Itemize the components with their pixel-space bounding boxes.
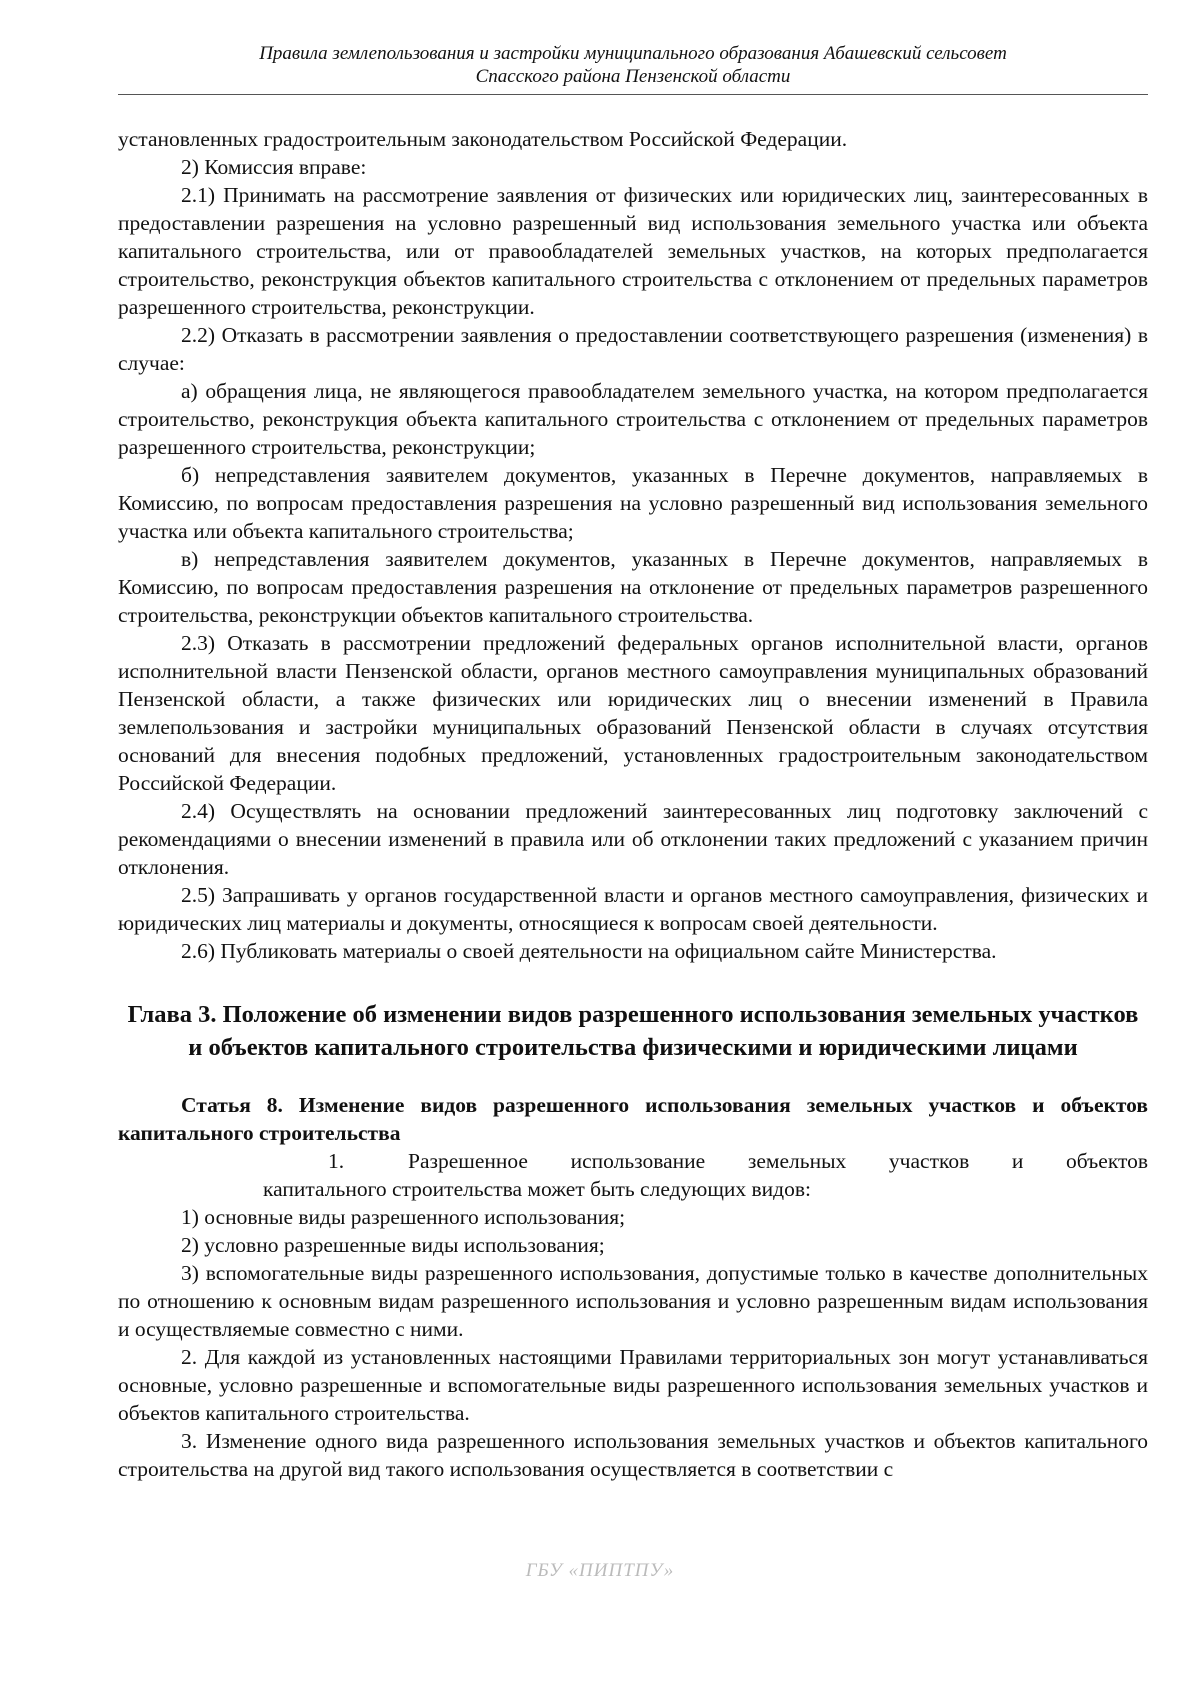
paragraph: 2. Для каждой из установленных настоящими Правилами территориальных зон могут устанавливаться основные, условно разрешенные и вспомогательные виды разрешенного использования земельных участков и объектов капитального строительства. bbox=[118, 1345, 1148, 1425]
paragraph: 3. Изменение одного вида разрешенного использования земельных участков и объектов капитального строительства на другой вид такого использования осуществляется в соответствии с bbox=[118, 1429, 1148, 1481]
header-line-1: Правила землепользования и застройки муниципального образования Абашевский сельсовет bbox=[259, 43, 1007, 64]
paragraph: 2) условно разрешенные виды использования; bbox=[181, 1233, 605, 1257]
item-text-line-2: капитального строительства может быть следующих видов: bbox=[263, 1177, 811, 1201]
header-line-2: Спасского района Пензенской области bbox=[475, 66, 791, 87]
article-title: Статья 8. Изменение видов разрешенного использования земельных участков и объектов капитального строительства bbox=[118, 1093, 1148, 1145]
item-number: 1. bbox=[328, 1149, 345, 1173]
paragraph: 1) основные виды разрешенного использования; bbox=[181, 1205, 626, 1229]
paragraph: а) обращения лица, не являющегося правообладателем земельного участка, на котором предполагается строительство, реконструкция объекта капитального строительства с отклонением от предельных параметров разрешенного строительства, реконструкции; bbox=[118, 379, 1148, 459]
running-header bbox=[118, 42, 1148, 95]
paragraph: 2.2) Отказать в рассмотрении заявления о предоставлении соответствующего разрешения (изменения) в случае: bbox=[118, 323, 1148, 375]
paragraph: 2.5) Запрашивать у органов государственной власти и органов местного самоуправления, физических и юридических лиц материалы и документы, относящиеся к вопросам своей деятельности. bbox=[118, 883, 1148, 935]
paragraph: б) непредставления заявителем документов, указанных в Перечне документов, направляемых в Комиссию, по вопросам предоставления разрешения на условно разрешенный вид использования земельного участка или объекта капитального строительства; bbox=[118, 463, 1148, 543]
paragraph: 2.4) Осуществлять на основании предложений заинтересованных лиц подготовку заключений с рекомендациями о внесении изменений в правила или об отклонении таких предложений с указанием причин отклонения. bbox=[118, 799, 1148, 879]
paragraph: 3) вспомогательные виды разрешенного использования, допустимые только в качестве дополнительных по отношению к основным видам разрешенного использования и условно разрешенным видам использования и осуществляемые совместно с ними. bbox=[118, 1261, 1148, 1341]
paragraph: установленных градостроительным законодательством Российской Федерации. bbox=[118, 127, 848, 151]
item-text-line-1: Разрешенное использование земельных участков и объектов bbox=[408, 1149, 1148, 1173]
footer-watermark: ГБУ «ПИПТПУ» bbox=[525, 1560, 675, 1581]
paragraph: 2) Комиссия вправе: bbox=[181, 155, 367, 179]
paragraph: 2.3) Отказать в рассмотрении предложений федеральных органов исполнительной власти, органов исполнительной власти Пензенской области, органов местного самоуправления муниципальных образований Пензенской области, а также физических или юридических лиц о внесении изменений в Правила землепользования и застройки муниципальных образований Пензенской области в случаях отсутствия оснований для внесения подобных предложений, установленных градостроительным законодательством Российской Федерации. bbox=[118, 631, 1148, 795]
chapter-title: Глава 3. Положение об изменении видов разрешенного использования земельных участков и объектов капитального строительства физическими и юридическими лицами bbox=[127, 1001, 1139, 1061]
document-body bbox=[118, 125, 1148, 1483]
paragraph: 2.6) Публиковать материалы о своей деятельности на официальном сайте Министерства. bbox=[181, 939, 997, 963]
paragraph: в) непредставления заявителем документов, указанных в Перечне документов, направляемых в Комиссию, по вопросам предоставления разрешения на отклонение от предельных параметров разрешенного строительства, реконструкции объектов капитального строительства. bbox=[118, 547, 1148, 627]
numbered-item bbox=[328, 1147, 1148, 1175]
paragraph: 2.1) Принимать на рассмотрение заявления от физических или юридических лиц, заинтересованных в предоставлении разрешения на условно разрешенный вид использования земельного участка или объекта капитального строительства, или от правообладателей земельных участков, на которых предполагается строительство, реконструкция объектов капитального строительства с отклонением от предельных параметров разрешенного строительства, реконструкции. bbox=[118, 183, 1148, 319]
